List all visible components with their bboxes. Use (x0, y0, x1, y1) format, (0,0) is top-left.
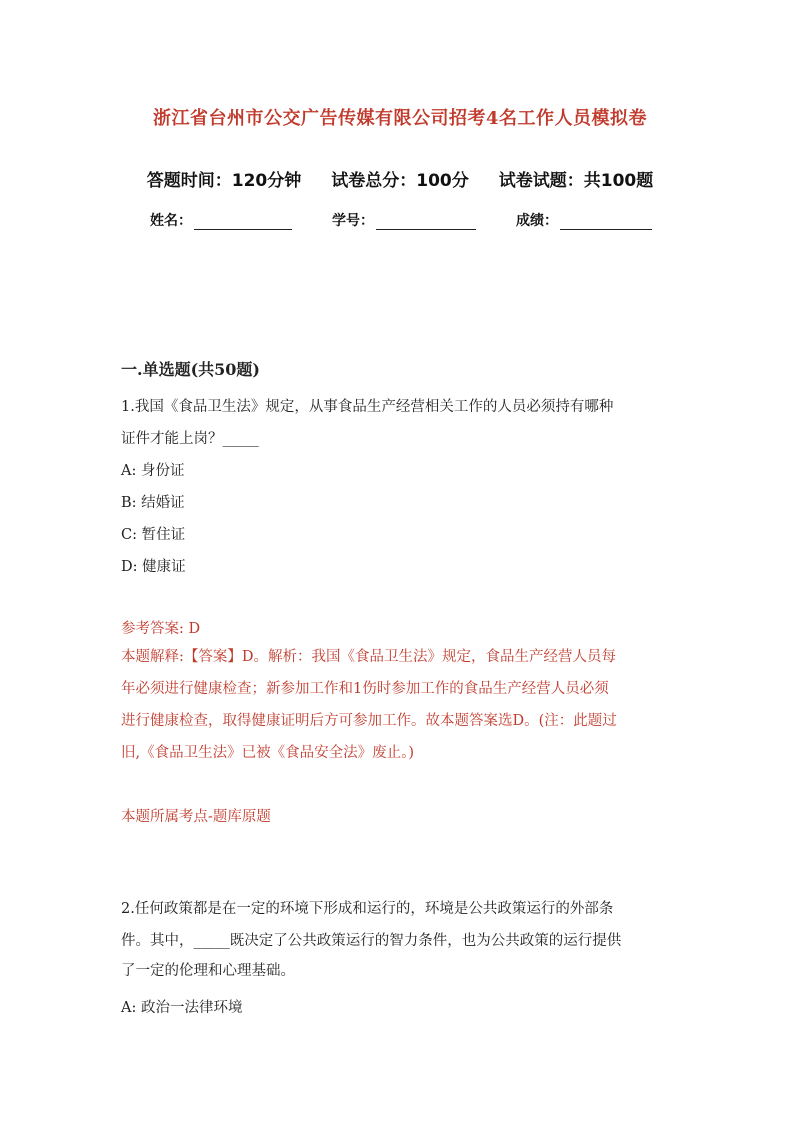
q1-answer: 参考答案: D (121, 621, 201, 637)
exam-total-score: 试卷总分：100分 (331, 171, 469, 191)
student-info (150, 210, 652, 230)
q1-explanation-line3: 进行健康检查，取得健康证明后方可参加工作。故本题答案选D。(注：此题过 (121, 713, 617, 729)
q2-stem-line3: 了一定的伦理和心理基础。 (121, 963, 295, 979)
q1-explanation-line4: 旧,《食品卫生法》已被《食品安全法》废止。) (121, 745, 415, 761)
exam-title: 浙江省台州市公交广告传媒有限公司招考4名工作人员模拟卷 (152, 108, 648, 129)
q2-option-a: A: 政治一法律环境 (121, 1000, 243, 1016)
exam-question-count: 试卷试题：共100题 (498, 171, 654, 191)
q1-option-b: B: 结婚证 (121, 495, 185, 511)
q1-explanation-line2: 年必须进行健康检查；新参加工作和1伤时参加工作的食品生产经营人员必须 (121, 681, 609, 697)
score-label: 成绩： (516, 213, 558, 229)
name-field (150, 210, 292, 230)
q1-option-d: D: 健康证 (121, 559, 186, 575)
section-title: 一.单选题(共50题) (121, 360, 260, 379)
score-field (516, 210, 652, 230)
q2-stem-line1: 2.任何政策都是在一定的环境下形成和运行的，环境是公共政策运行的外部条 (121, 901, 614, 917)
q1-stem-line1: 1.我国《食品卫生法》规定，从事食品生产经营相关工作的人员必须持有哪种 (121, 399, 614, 415)
q1-knowledge-point: 本题所属考点-题库原题 (121, 809, 271, 825)
q1-stem-line2: 证件才能上岗？_____ (121, 431, 259, 447)
id-label: 学号： (332, 213, 374, 229)
score-blank (560, 215, 652, 230)
q1-option-c: C: 暂住证 (121, 527, 186, 543)
q1-option-a: A: 身份证 (121, 463, 185, 479)
id-blank (376, 215, 476, 230)
exam-meta (0, 166, 800, 191)
q2-stem-line2: 件。其中，_____既决定了公共政策运行的智力条件，也为公共政策的运行提供 (121, 933, 622, 949)
id-field (332, 210, 476, 230)
exam-time: 答题时间：120分钟 (146, 171, 302, 191)
name-blank (194, 215, 292, 230)
name-label: 姓名： (150, 213, 192, 229)
q1-explanation-line1: 本题解释:【答案】D。解析：我国《食品卫生法》规定，食品生产经营人员每 (121, 649, 617, 665)
